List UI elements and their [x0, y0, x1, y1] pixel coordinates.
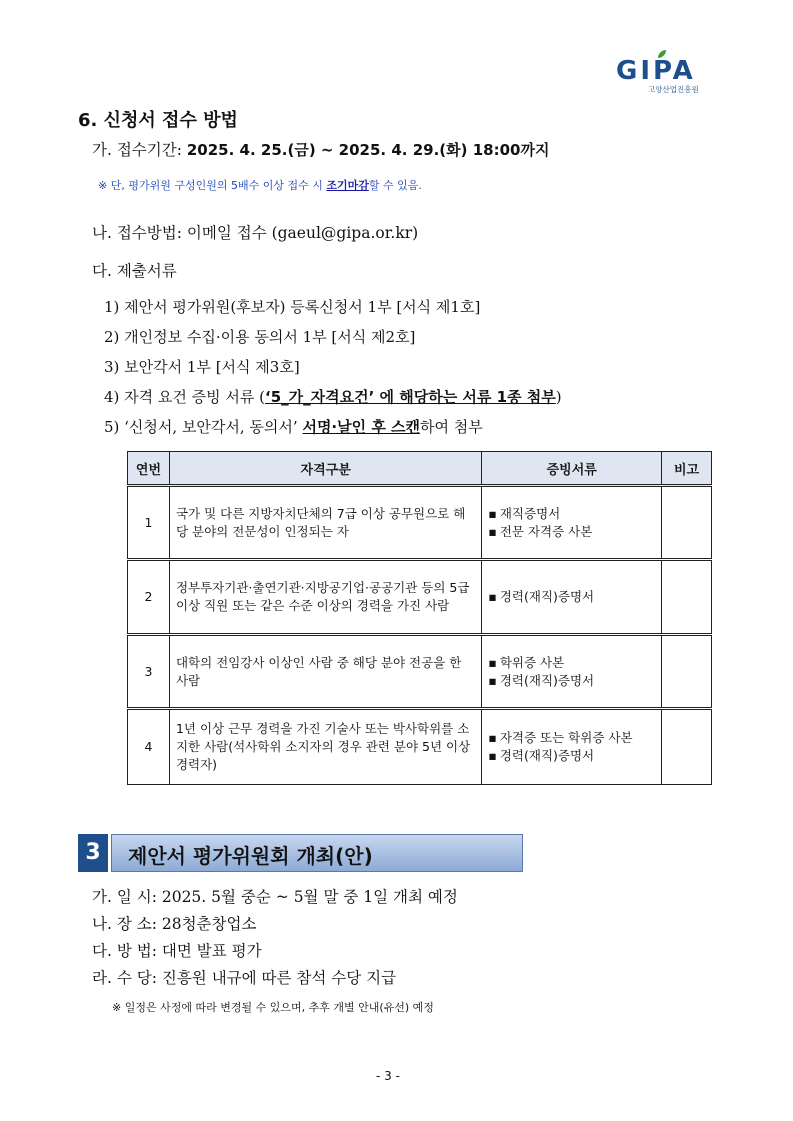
table-row	[128, 635, 712, 709]
table-row	[128, 560, 712, 635]
col-header-qualification: 자격구분	[169, 452, 481, 486]
schedule-note: ※ 일정은 사정에 따라 변경될 수 있으며, 추후 개별 안내(유선) 예정	[112, 1001, 434, 1014]
document-item: ▪ 경력(재직)증명서	[488, 672, 655, 690]
col-header-documents: 증빙서류	[482, 452, 662, 486]
col-header-note: 비고	[662, 452, 712, 486]
row-note	[662, 486, 712, 560]
period-value: 2025. 4. 25.(금) ~ 2025. 4. 29.(화) 18:00까지	[186, 141, 550, 159]
qualification-table	[127, 451, 712, 785]
gipa-logo	[612, 56, 730, 96]
note-prefix: ※ 단, 평가위원 구성인원의 5배수 이상 접수 시	[98, 179, 327, 192]
section-title: 제안서 평가위원회 개최(안)	[128, 844, 373, 868]
row-qualification: 국가 및 다른 지방자치단체의 7급 이상 공무원으로 해당 분야의 전문성이 인정되는 자	[169, 486, 481, 560]
doc-item-5	[104, 416, 483, 437]
meeting-place: 나. 장 소: 28청춘창업소	[92, 915, 257, 933]
row-documents	[482, 635, 662, 709]
period-label: 가. 접수기간:	[92, 141, 187, 159]
document-item: ▪ 자격증 또는 학위증 사본	[488, 729, 655, 747]
row-number: 2	[128, 560, 170, 635]
document-item: ▪ 경력(재직)증명서	[488, 747, 655, 765]
table-row	[128, 486, 712, 560]
section-heading: 6. 신청서 접수 방법	[78, 110, 238, 131]
doc-item-2: 2) 개인정보 수집·이용 동의서 1부 [서식 제2호]	[104, 328, 416, 346]
item5-prefix: 5) ‘신청서, 보안각서, 동의서’	[104, 418, 303, 436]
page-number: - 3 -	[376, 1069, 400, 1083]
row-documents	[482, 486, 662, 560]
section-number-badge: 3	[78, 834, 108, 872]
logo-text: GIPA	[616, 56, 696, 86]
document-item: ▪ 재직증명서	[488, 505, 655, 523]
early-close-note	[98, 177, 422, 193]
table-header-row	[128, 452, 712, 486]
document-item: ▪ 학위증 사본	[488, 654, 655, 672]
row-qualification: 대학의 전임강사 이상인 사람 중 해당 분야 전공을 한 사람	[169, 635, 481, 709]
document-item: ▪ 경력(재직)증명서	[488, 588, 655, 606]
col-header-no: 연번	[128, 452, 170, 486]
table-row	[128, 709, 712, 785]
note-suffix: 할 수 있음.	[368, 179, 422, 192]
row-number: 1	[128, 486, 170, 560]
meeting-allowance: 라. 수 당: 진흥원 내규에 따른 참석 수당 지급	[92, 969, 397, 987]
row-note	[662, 709, 712, 785]
item4-prefix: 4) 자격 요건 증빙 서류 (	[104, 388, 266, 406]
row-documents	[482, 560, 662, 635]
row-note	[662, 635, 712, 709]
meeting-method: 다. 방 법: 대면 발표 평가	[92, 942, 262, 960]
item5-emphasis: 서명·날인 후 스캔	[302, 418, 421, 436]
row-qualification: 정부투자기관·출연기관·지방공기업·공공기관 등의 5급 이상 직원 또는 같은 수준 이상의 경력을 가진 사람	[169, 560, 481, 635]
documents-label: 다. 제출서류	[92, 262, 177, 280]
doc-item-4	[104, 386, 562, 407]
row-note	[662, 560, 712, 635]
item5-suffix: 하여 첨부	[420, 418, 483, 436]
row-number: 3	[128, 635, 170, 709]
row-number: 4	[128, 709, 170, 785]
document-item: ▪ 전문 자격증 사본	[488, 523, 655, 541]
doc-item-1: 1) 제안서 평가위원(후보자) 등록신청서 1부 [서식 제1호]	[104, 298, 481, 316]
meeting-date: 가. 일 시: 2025. 5월 중순 ~ 5월 말 중 1일 개최 예정	[92, 888, 458, 906]
doc-item-3: 3) 보안각서 1부 [서식 제3호]	[104, 358, 300, 376]
row-documents	[482, 709, 662, 785]
application-period	[92, 138, 549, 160]
item4-emphasis: ‘5_가_자격요건’ 에 해당하는 서류 1종 첨부	[265, 388, 556, 406]
logo-subtext: 고양산업진흥원	[648, 85, 699, 94]
submission-method: 나. 접수방법: 이메일 접수 (gaeul@gipa.or.kr)	[92, 224, 419, 242]
row-qualification: 1년 이상 근무 경력을 가진 기술사 또는 박사학위를 소지한 사람(석사학위 소지자의 경우 관련 분야 5년 이상 경력자)	[169, 709, 481, 785]
item4-suffix: )	[555, 388, 562, 406]
note-emphasis: 조기마감	[326, 179, 369, 192]
